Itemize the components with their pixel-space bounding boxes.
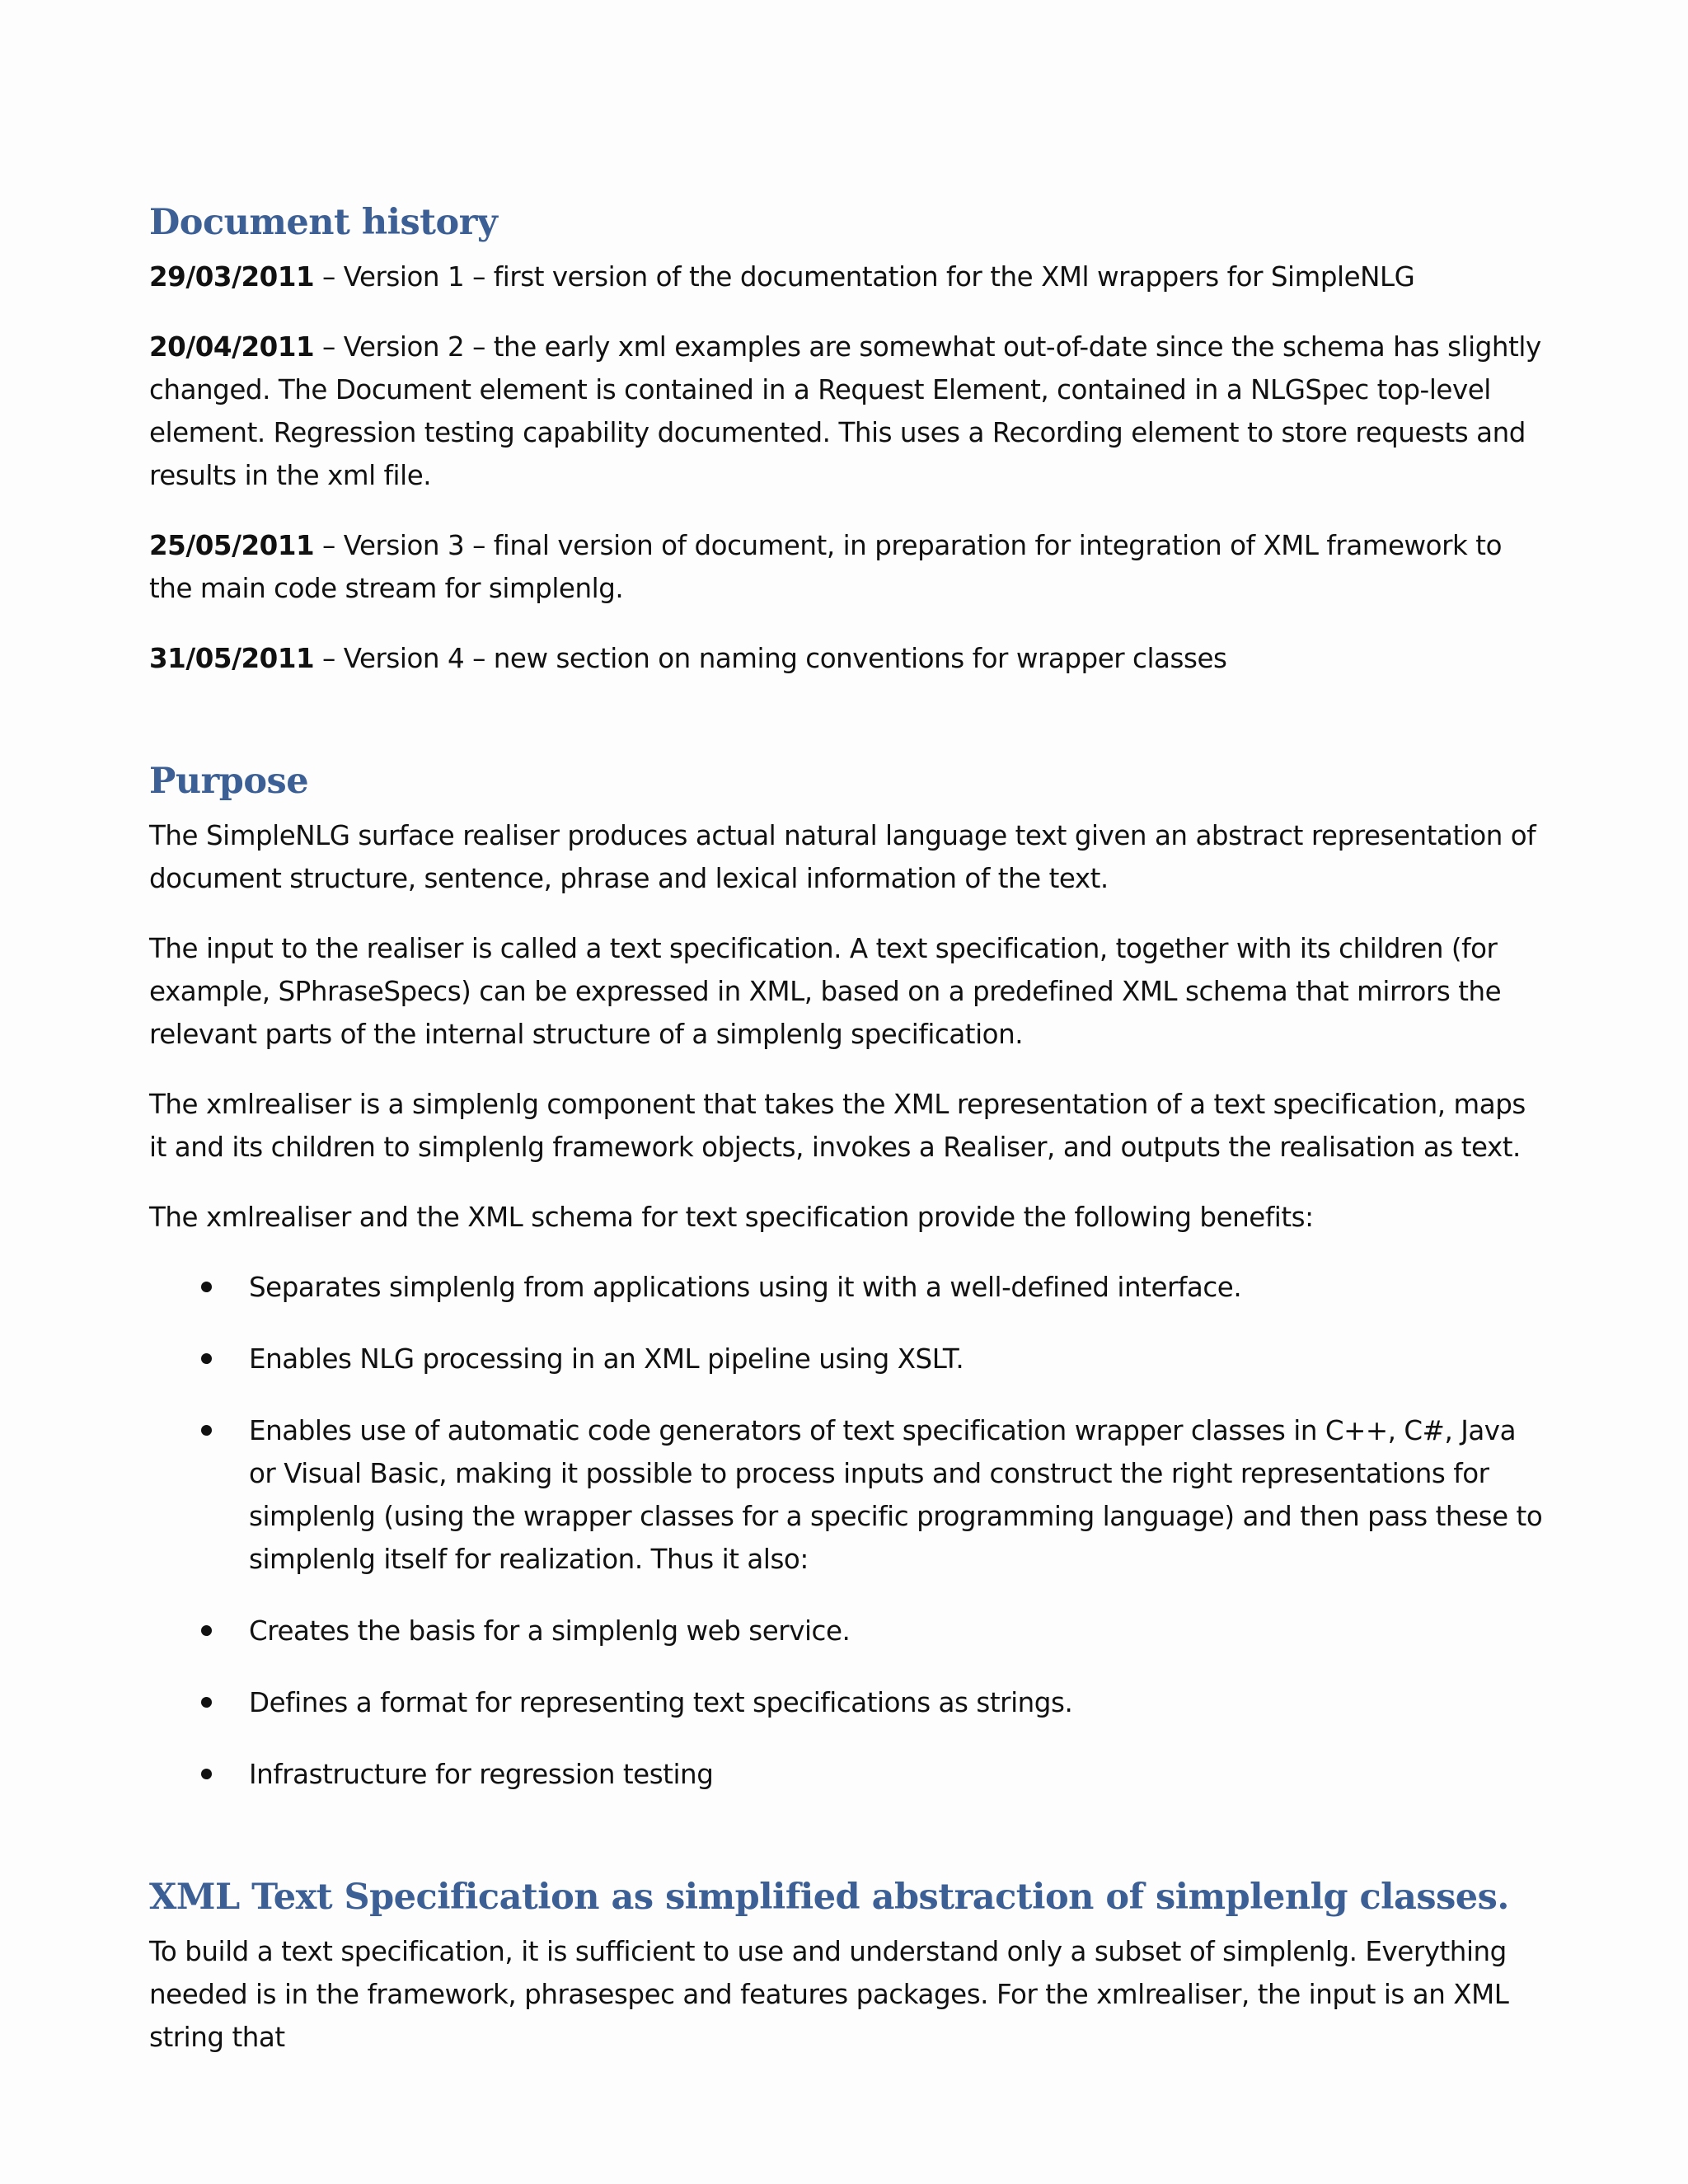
bullet-icon [201, 1697, 212, 1708]
xml-spec-paragraph: To build a text specification, it is sufficient to use and understand only a subset of simplenlg. Everything needed is in the framework, phrasespec and features packages. For the xmlrealiser, the input is an XML string that [149, 1936, 1509, 2053]
benefit-text: Creates the basis for a simplenlg web service. [249, 1615, 851, 1647]
benefit-list-item [149, 1681, 1550, 1724]
history-entry-date: 25/05/2011 [149, 530, 315, 561]
history-entry [149, 326, 1550, 497]
bullet-icon [201, 1625, 212, 1636]
document-page [149, 190, 1550, 2059]
history-entry-text: – Version 3 – final version of document, in preparation for integration of XML framework to the main code stream for simplenlg. [149, 530, 1502, 604]
benefit-list-item [149, 1338, 1550, 1380]
history-entry-date: 20/04/2011 [149, 331, 315, 363]
history-entry [149, 637, 1550, 680]
benefit-text: Defines a format for representing text specifications as strings. [249, 1687, 1073, 1718]
purpose-paragraph: The xmlrealiser is a simplenlg component that takes the XML representation of a text specification, maps it and its children to simplenlg framework objects, invokes a Realiser, and outputs the realisation as text. [149, 1089, 1526, 1163]
bullet-icon [201, 1425, 212, 1436]
history-entry [149, 255, 1550, 298]
benefit-list-item [149, 1409, 1550, 1581]
bullet-icon [201, 1353, 212, 1364]
benefits-list [149, 1266, 1550, 1796]
history-entry-text: – Version 4 – new section on naming conventions for wrapper classes [314, 643, 1227, 674]
benefit-list-item [149, 1753, 1550, 1796]
history-entry-text: – Version 2 – the early xml examples are somewhat out-of-date since the schema has slightly changed. The Document element is contained in a Request Element, contained in a NLGSpec top-level element. Regression testing capability documented. This uses a Recording element to store requests and results in the xml file. [149, 331, 1541, 491]
bullet-icon [201, 1769, 212, 1779]
benefit-text: Infrastructure for regression testing [249, 1759, 714, 1790]
purpose-heading: Purpose [149, 761, 309, 802]
purpose-paragraph: The SimpleNLG surface realiser produces actual natural language text given an abstract representation of document structure, sentence, phrase and lexical information of the text. [149, 820, 1536, 894]
benefit-list-item [149, 1266, 1550, 1309]
xml-spec-heading: XML Text Specification as simplified abstraction of simplenlg classes. [149, 1877, 1509, 1918]
history-entry-date: 31/05/2011 [149, 643, 315, 674]
purpose-paragraph: The xmlrealiser and the XML schema for text specification provide the following benefits: [149, 1202, 1314, 1233]
bullet-icon [201, 1282, 212, 1292]
benefit-text: Enables use of automatic code generators of text specification wrapper classes in C++, C#, Java or Visual Basic, making it possible to process inputs and construct the right representations for simplenlg (using the wrapper classes for a specific programming language) and then pass these to simplenlg itself for realization. Thus it also: [249, 1415, 1543, 1575]
document-history-heading: Document history [149, 202, 498, 243]
benefit-text: Enables NLG processing in an XML pipeline using XSLT. [249, 1343, 964, 1375]
history-entry [149, 524, 1550, 610]
purpose-paragraph: The input to the realiser is called a text specification. A text specification, together with its children (for example, SPhraseSpecs) can be expressed in XML, based on a predefined XML schema that mirrors the relevant parts of the internal structure of a simplenlg specification. [149, 933, 1502, 1050]
benefit-text: Separates simplenlg from applications using it with a well-defined interface. [249, 1272, 1242, 1303]
benefit-list-item [149, 1610, 1550, 1652]
history-entry-date: 29/03/2011 [149, 261, 315, 293]
history-entry-text: – Version 1 – first version of the documentation for the XMl wrappers for SimpleNLG [314, 261, 1415, 293]
